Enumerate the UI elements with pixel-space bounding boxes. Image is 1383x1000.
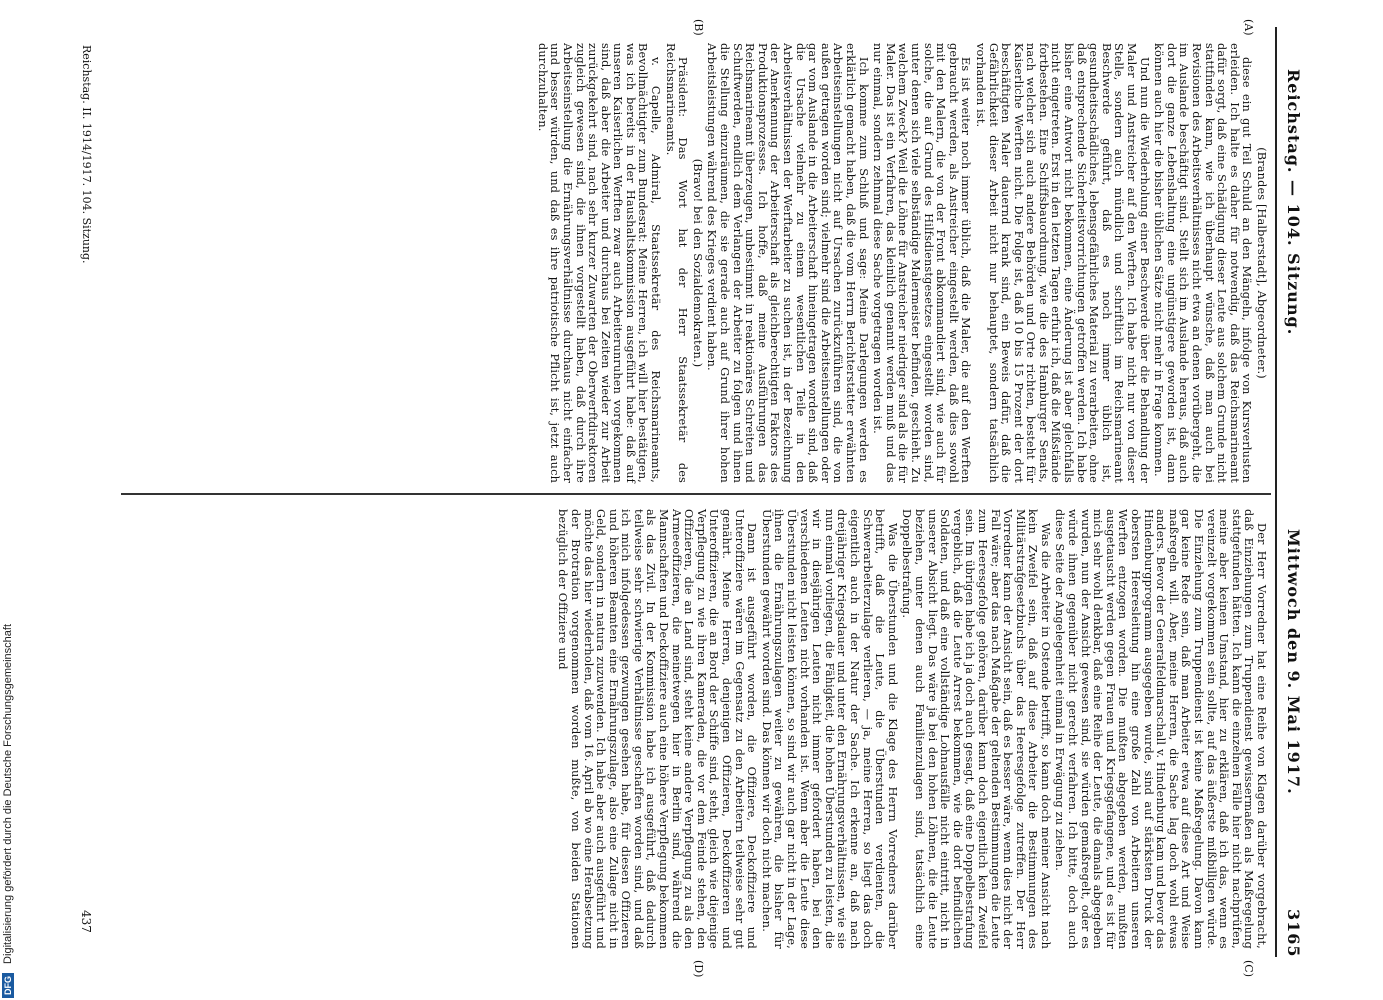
paragraph: Und nun die Wiederholung einer Beschwerde über die Behandlung der Maler und Anstreicher auf den Werften. Ich habe nicht nur von dieser Stelle, sondern auch mündlich und schriftlich im Reichsmarineamt Beschwerde geführt, daß es noch immer üblich ist, gesundheitsschädliches, lebensgefährliches Material zu verarbeiten, ohne daß entsprechende Sicherheitsvorrichtungen getroffen werden. Ich habe bisher eine Antwort nicht bekommen, eine Änderung ist aber gleichfalls nicht eingetreten. Erst in den letzten Tagen erfuhr ich, daß die Mißstände fortbestehen. Eine Schiffsbauordnung, wie die des Hamburger Senats, nach welcher sich auch andere Behörden und Orte richten, besteht für Kaiserliche Werften nicht. Die Folge ist, daß 10 bis 15 Prozent der dort beschäftigten Maler dauernd krank sind, ein Beweis dafür, daß die Gefährlichkeit dieser Arbeit nicht nur behauptet, sondern tatsächlich vorhanden ist. — [973, 43, 1151, 483]
margin-mark-c: (C) — [1242, 960, 1255, 977]
paragraph: Was die Überstunden und die Klage des Herrn Vorredners darüber betrifft, daß die Leute, die Überstunden verdienten, die Schwerarbeiterzulage verlieren, — ja, meine Herren, so liegt das doch eigentlich auch in der Natur der Sache. Ich erkenne an, daß nach dreijähriger Kriegsdauer und unter den Ernährungsverhältnissen, wie sie nun einmal vorliegen, die Fähigkeit, die hohen Überstunden zu leisten, die wir in diesjährigen Leuten nicht immer gefordert haben, bei den verschiedenen Leuten nicht vorhanden ist. Wenn aber die Leute diese Überstunden nicht leisten können, so sind wir auch gar nicht in der Lage, ihnen die Ernährungszulagen weiter zu gewähren, die bisher für Überstunden gewährt worden sind. Das können wir doch nicht machen. — [759, 509, 899, 949]
paragraph: Was die Arbeiter in Ostende betrifft, so kann doch meiner Ansicht nach kein Zweifel sein, daß auf diese Arbeiter die Bestimmungen des Militärstrafgesetzbuchs über das Heeresgefolge zutreffen. Der Herr Vorredner kann der Ansicht sein, daß es besser wäre, wenn dies nicht der Fall wäre; aber das nach Maßgabe der geltenden Bestimmungen die Leute zum Heeresgefolge gehören, darüber kann doch eigentlich kein Zweifel sein. Im übrigen habe ich ja doch auch gesagt, daß eine Doppelbestrafung vergeblich, daß die Leute Arrest bekommen, wie die dort befindlichen Soldaten, und daß eine vollständige Lohnausfälle nicht eintritt, nicht in unserer Absicht liegt. Das wäre ja bei den hohen Löhnen, die die Leute beziehen, unter denen auch Familienzulagen sind, tatsächlich eine Doppelbestrafung. — [900, 509, 1052, 949]
right-column — [554, 509, 1267, 949]
paragraph: Ich komme zum Schluß und sage: Meine Darlegungen werden es erklärlich gemacht haben, daß die vom Herrn Berichterstatter erwähnten Arbeitseinstellungen nicht auf Ursachen zurückzuführen sind, die von außen getragen worden sind; vielmehr sind die Arbeitseinstellungen oder gar vom Auslande in die Arbeiterschaft hineingetragen worden sind, daß die Ursache vielmehr zu einem wesentlichen Teile in den Arbeitsverhältnissen der Werftarbeiter zu suchen ist, in der Bezeichnung der Anerkennung der Arbeiterschaft als gleichberechtigten Faktors des Produktionsprozesses. Ich hoffe, daß meine Ausführungen das Reichsmarineamt überzeugen, unbestimmt in reaktionäres Schreiten und Schuftwerden, endlich dem Verlangen der Arbeiter zu folgen und ihnen die Stellung einzuräumen, die sie gerade auch auf Grund ihrer hohen Arbeitsleistungen während des Krieges verdient haben. — [705, 43, 870, 483]
paragraph: Dann ist ausgeführt worden, die Offiziere, Deckoffiziere und Unteroffiziere wären im Gegensatz zu den Arbeitern teilweise sehr gut genährt. Meine Herren, denjenigen Offizieren, Deckoffizieren und Unteroffizieren, die an Bord der Schiffe sind, steht, gleich wie diejenige Verpflegung zu wie ihren Kameraden, die vor dem Feinde stehen, den Offizieren, die an Land sind, steht keine andere Verpflegung zu als den Armeeoffizieren, die meinetwegen hier in Berlin sind, während die Mannschaften und Deckoffiziere auch eine höhere Verpflegung bekommen als das Zivil. In der Kommission habe ich ausgeführt, daß dadurch teilweise sehr schwierige Verhältnisse geschaffen worden sind, und daß ich mich infolgedessen gezwungen gesehen habe, für diesen Offizieren und höheren Beamten eine Ernährungszulage, also eine Zulage nicht in Geld, sondern in natura zuzuwenden. Ich habe aber auch ausgeführt und möchte das hier wiederholen, daß vom 16. April ab wo eine Herabsetzung der Brotration vorgenommen worden mußte, von beiden Stationen bezüglich der Offiziere und — [556, 509, 759, 949]
header-left: Reichstag. — 104. Sitzung. — [1284, 69, 1303, 336]
header-page-number: 3165 — [1284, 909, 1303, 958]
president-paragraph: Präsident: Das Wort hat der Herr Staatssekretär des Reichsmarineamts. — [663, 43, 690, 483]
credit-text: Digitalisierung gefördert durch die Deutsche Forschungsgemeinschaft — [2, 623, 14, 964]
paragraph: diese ein gut Teil Schuld an den Mängeln, infolge von Kursverlusten erleiden. Ich halte es daher für notwendig, daß das Reichsmarineamt dafür sorgt, daß eine Schädigung dieser Leute aus solchem Grunde nicht stattfinden kann, wie ich überhaupt wünsche, daß man auch bei Revisionen des Arbeitsverhältnisses nicht etwa an denen vorübergeht, die im Auslande beschäftigt sind. Stellt sich im Auslande heraus, daß auch dort die ganze Lebenshaltung eine ungünstigere geworden ist, dann können auch hier die bisher üblichen Sätze nicht mehr in Frage kommen. — [1152, 43, 1254, 483]
speaker-note: (Brandes [Halberstadt], Abgeordneter.) — [1255, 147, 1268, 379]
header-center: Mittwoch den 9. Mai 1917. — [1284, 529, 1303, 795]
margin-mark-d: (D) — [692, 960, 705, 978]
margin-mark-a: (A) — [1242, 19, 1255, 36]
column-rule — [121, 493, 1271, 495]
digitization-credit — [2, 8, 20, 998]
footer-page-number: 437 — [79, 910, 93, 933]
paragraph: Der Herr Vorredner hat eine Reihe von Klagen darüber vorgebracht, daß Einziehungen zum Truppendienst gewissermaßen als Maßregelung stattgefunden hätten. Ich kann die einzelnen Fälle hier nicht nachprüfen, meine aber keinen Umstand, hier zu erklären, daß ich das, wenn es vereinzelt vorgekommen sein sollte, auf das äußerste mißbilligen würde. Die Einziehung zum Truppendienst ist keine Maßregelung. Davon kann gar keine Rede sein, daß man Arbeiter etwa auf diese Art und Weise maßregeln will. Aber, meine Herren, die Sache lag doch wohl etwas anders. Bevor der Generalfeldmarschall v. Hindenburg kam und bevor das Hindenburgprogramm ausgegeben wurde, sind auf stärksten Druck der obersten Heeresleitung hin eine große Zahl von Arbeitern unseren Werften entzogen worden. Die mußten abgegeben werden, mußten ausgetauscht werden gegen Frauen und Kriegsgefangene, und es ist für mich sehr wohl denkbar, daß eine Reihe der Leute, die damals abgegeben wurden, nun der Ansicht gewesen sind, sie würden gemaßregelt, oder es würde ihnen gegenüber nicht gerecht verfahren. Ich bitte, doch auch diese Seite der Angelegenheit einmal in Erwägung zu ziehen. — [1053, 509, 1268, 949]
applause-note: (Bravo! bei den Sozialdemokraten.) — [690, 158, 704, 368]
paragraph: v. Capelle, Admiral, Staatssekretär des Reichsmarineamts, Bevollmächtigter zum Bundesrat: Meine Herren, ich will hier bestätigen, was ich bereits in der Haushaltskommission ausgeführt habe: daß auf unseren Kaiserlichen Werften zwar auch Arbeiterunruhen vorgekommen sind, daß aber die Arbeiter und durchaus bei Zeiten wieder zur Arbeit zurückgekehrt sind, nach sehr kurzer Zuwarten der Oberwerftdirektoren zugleich gewesen sind, die ihnen vorgestellt haben, daß durch ihre Arbeitseinstellung die Ernährungsverhältnisse durchaus nicht einfacher und besser würden, und daß es ihre patriotische Pflicht ist, jetzt auch durchzuhalten. — [535, 43, 663, 483]
paragraph: Es ist weiter noch immer üblich, daß die Maler, die auf den Werften gebraucht werden, als Anstreicher eingestellt werden, daß dies sowohl mit den Malern, die von der Front abkommandiert sind, wie auch für solche, die auf Grund des Hilfsdienstgesetzes eingestellt worden sind, unter denen sich viele selbständige Malermeister befinden, geschieht. Zu welchem Zweck? Weil die Löhne für Anstreicher niedriger sind als die für Maler. Das ist ein Verfahren, das kleinlich genannt werden muß und das nur einmal, sondern zehnmal diese Sache vorgetragen worden ist. — [871, 43, 973, 483]
dfg-logo: DFG — [2, 973, 14, 998]
left-column — [533, 43, 1267, 483]
page-header — [1279, 29, 1307, 957]
header-rule — [1275, 27, 1277, 957]
margin-mark-b: (B) — [692, 19, 705, 36]
page-footer: Reichstag. II. 1914/1917. 104. Sitzung. — [80, 45, 93, 264]
newspaper-page — [55, 15, 1315, 978]
